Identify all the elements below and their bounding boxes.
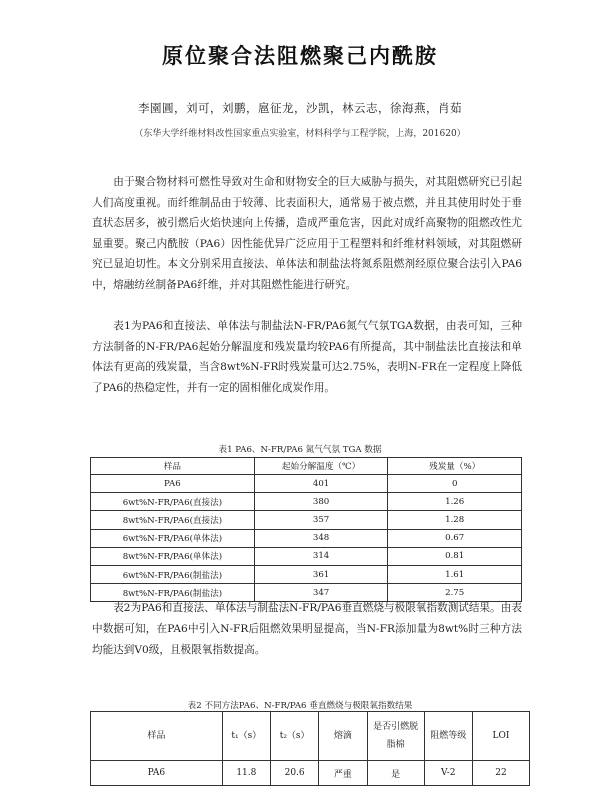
cell-residue: 0 — [388, 475, 522, 493]
header-onset-temp: 起始分解温度（℃） — [254, 458, 388, 475]
table1-caption: 表1 PA6、N-FR/PA6 氮气气氛 TGA 数据 — [218, 445, 382, 455]
header-sample: 样品 — [91, 458, 255, 475]
cell-ignite-cotton: 是 — [367, 761, 424, 786]
header-ignite-cotton: 是否引燃脱脂棉 — [367, 712, 424, 761]
cell-loi: 22 — [472, 761, 529, 786]
table2-caption: 表2 不同方法PA6、N-FR/PA6 垂直燃烧与极限氧指数结果 — [187, 701, 413, 711]
cell-sample: 6wt%N-FR/PA6(单体法) — [91, 529, 255, 547]
cell-residue: 0.67 — [388, 529, 522, 547]
cell-temp: 314 — [254, 547, 388, 565]
cell-t2: 20.6 — [270, 761, 318, 786]
header-grade: 阻燃等级 — [424, 712, 472, 761]
cell-sample: 8wt%N-FR/PA6(单体法) — [91, 547, 255, 565]
cell-sample: 6wt%N-FR/PA6(制盐法) — [91, 565, 255, 583]
header-sample: 样品 — [91, 712, 223, 761]
cell-sample: PA6 — [91, 761, 223, 786]
cell-sample: 8wt%N-FR/PA6(直接法) — [91, 511, 255, 529]
cell-temp: 347 — [254, 584, 388, 602]
tga-table — [90, 457, 522, 602]
header-char-residue: 残炭量（%） — [388, 458, 522, 475]
table-row — [91, 761, 530, 786]
cell-sample: PA6 — [91, 475, 255, 493]
cell-grade: V-2 — [424, 761, 472, 786]
cell-temp: 348 — [254, 529, 388, 547]
cell-residue: 2.75 — [388, 584, 522, 602]
cell-sample: 6wt%N-FR/PA6(直接法) — [91, 493, 255, 511]
paper-title: 原位聚合法阻燃聚己内酰胺 — [162, 44, 438, 68]
table-row — [91, 547, 522, 565]
header-loi: LOI — [472, 712, 529, 761]
cell-temp: 357 — [254, 511, 388, 529]
table-header-row — [91, 712, 530, 761]
table-row — [91, 493, 522, 511]
flammability-paragraph: 表2为PA6和直接法、单体法与制盐法N-FR/PA6垂直燃烧与极限氧指数测试结果。由表中数据可知，在PA6中引入N-FR后阻燃效果明显提高，当N-FR添加量为8wt%时三种方法均能达到V0级，且极限氧指数提高。 — [92, 602, 522, 656]
intro-paragraph: 由于聚合物材料可燃性导致对生命和财物安全的巨大威胁与损失，对其阻燃研究已引起人们高度重视。而纤维制品由于较薄、比表面积大，通常易于被点燃，并且其使用时处于垂直状态居多，被引燃后火焰快速向上传播，造成严重危害，因此对成纤高聚物的阻燃改性尤显重要。聚己内酰胺（PA6）因性能优异广泛应用于工程塑料和纤维材料领域，对其阻燃研究已显迫切性。本文分别采用直接法、单体法和制盐法将氮系阻燃剂经原位聚合法引入PA6中，熔融纺丝制备PA6纤维，并对其阻燃性能进行研究。 — [92, 176, 522, 291]
cell-temp: 361 — [254, 565, 388, 583]
author-list: 李園圓，刘可，刘鹏，扈征龙，沙凯，林云志，徐海燕，肖茹 — [138, 101, 462, 115]
cell-residue: 1.26 — [388, 493, 522, 511]
table-header-row — [91, 458, 522, 475]
cell-temp: 380 — [254, 493, 388, 511]
cell-residue: 1.28 — [388, 511, 522, 529]
cell-residue: 1.61 — [388, 565, 522, 583]
table-row — [91, 529, 522, 547]
tga-paragraph: 表1为PA6和直接法、单体法与制盐法N-FR/PA6氮气气氛TGA数据，由表可知，三种方法制备的N-FR/PA6起始分解温度和残炭量均较PA6有所提高，其中制盐法比直接法和单体法有更高的残炭量，当含8wt%N-FR时残炭量可达2.75%，表明N-FR在一定程度上降低了PA6的热稳定性，并有一定的固相催化成炭作用。 — [92, 320, 522, 394]
table-row — [91, 475, 522, 493]
table-row — [91, 565, 522, 583]
cell-residue: 0.81 — [388, 547, 522, 565]
header-dripping: 熔滴 — [319, 712, 367, 761]
cell-dripping: 严重 — [319, 761, 367, 786]
header-t1: t₁（s） — [222, 712, 270, 761]
flammability-table — [90, 711, 530, 786]
cell-temp: 401 — [254, 475, 388, 493]
header-t2: t₂（s） — [270, 712, 318, 761]
cell-t1: 11.8 — [222, 761, 270, 786]
affiliation: （东华大学纤维材料改性国家重点实验室，材料科学与工程学院，上海，201620） — [134, 129, 466, 139]
table-row — [91, 511, 522, 529]
cell-sample: 8wt%N-FR/PA6(制盐法) — [91, 584, 255, 602]
